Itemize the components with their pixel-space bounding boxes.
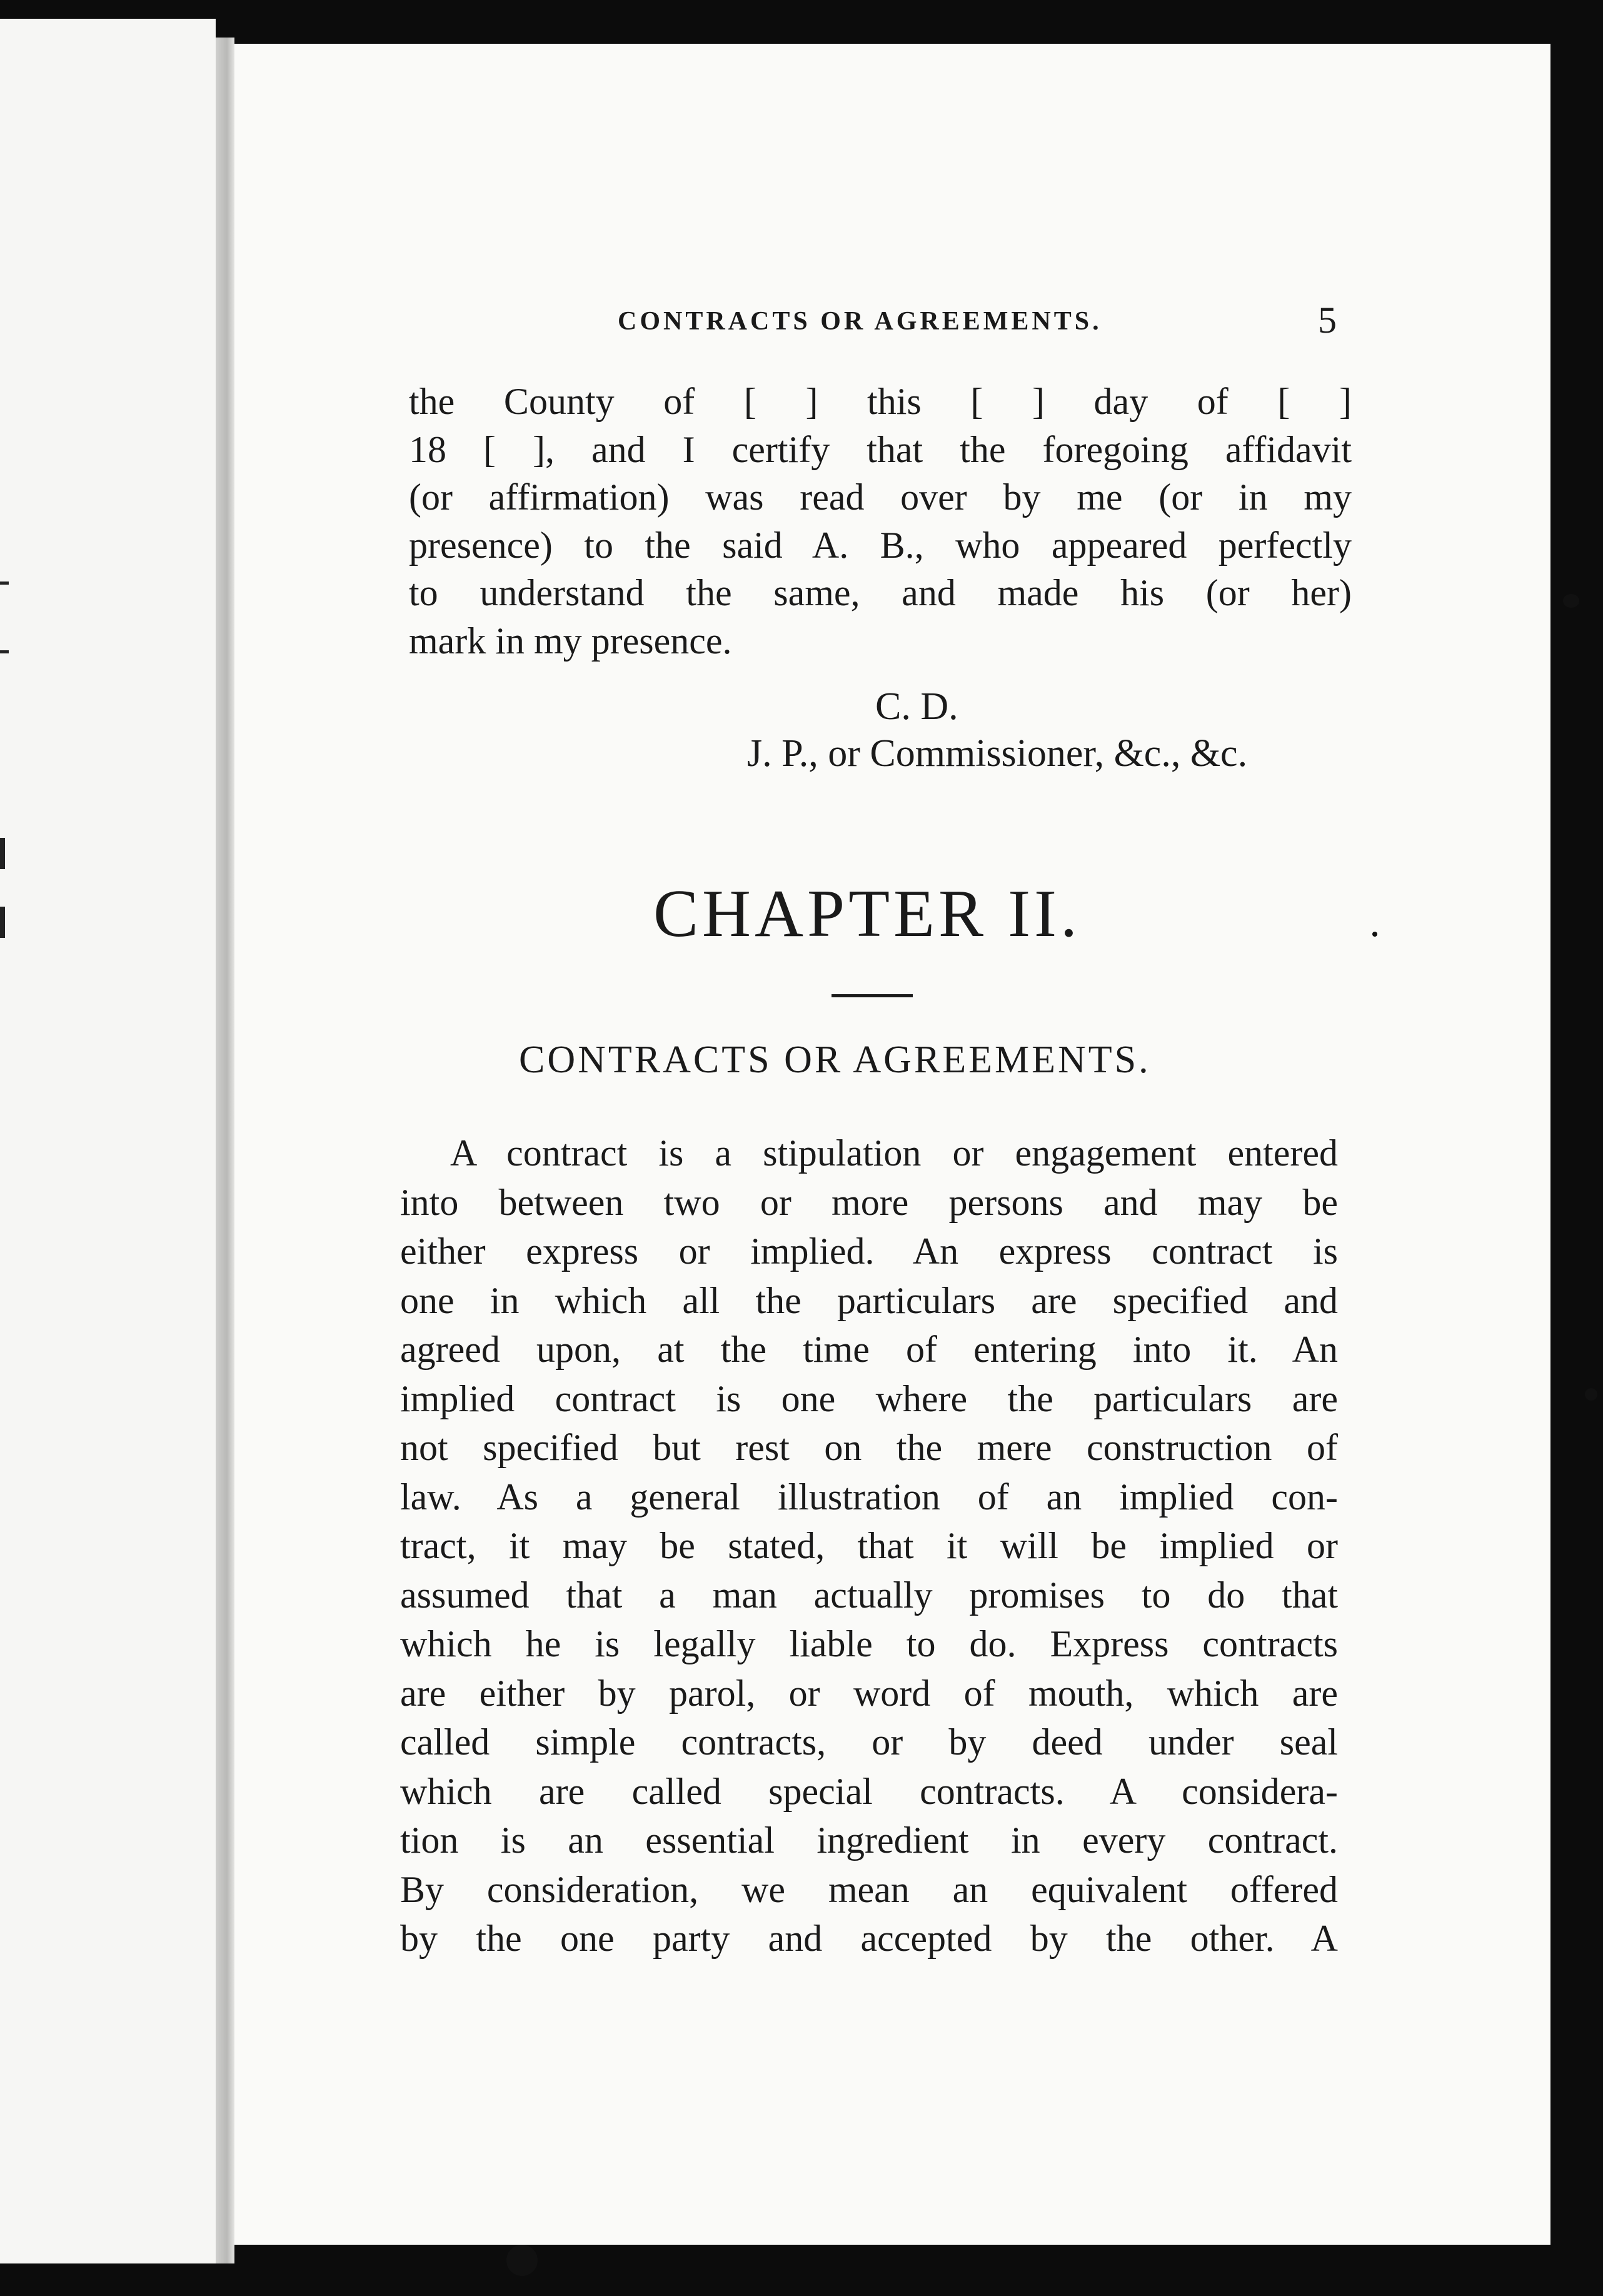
- section-heading: CONTRACTS OR AGREEMENTS.: [519, 1039, 1151, 1081]
- affidavit-line: to understand the same, and made his (or her): [409, 572, 1352, 613]
- ink-speck: [1372, 932, 1377, 937]
- margin-mark: [0, 582, 9, 585]
- page-number: 5: [1318, 300, 1337, 341]
- chapter-heading: CHAPTER II.: [653, 877, 1081, 951]
- paragraph-line: law. As a general illustration of an implied con-: [400, 1476, 1338, 1518]
- affidavit-line: the County of [ ] this [ ] day of [ ]: [409, 381, 1352, 422]
- ink-speck: [506, 2245, 538, 2276]
- ink-speck: [1585, 1388, 1597, 1401]
- paragraph-line: which are called special contracts. A considera-: [400, 1770, 1338, 1812]
- paragraph-line: assumed that a man actually promises to do that: [400, 1574, 1338, 1616]
- book-gutter: [216, 38, 234, 2263]
- paragraph-line: agreed upon, at the time of entering into it. An: [400, 1329, 1338, 1370]
- paragraph-line: are either by parol, or word of mouth, which are: [400, 1672, 1338, 1714]
- affidavit-text: [409, 378, 1352, 665]
- running-head: CONTRACTS OR AGREEMENTS.: [618, 307, 1102, 336]
- paragraph-line: which he is legally liable to do. Express contracts: [400, 1623, 1338, 1664]
- paragraph-line: tion is an essential ingredient in every contract.: [400, 1820, 1338, 1861]
- affidavit-line: (or affirmation) was read over by me (or in my: [409, 476, 1352, 518]
- affidavit-line: mark in my presence.: [409, 620, 732, 662]
- ink-speck: [1563, 594, 1579, 608]
- paragraph-line: implied contract is one where the particulars are: [400, 1377, 1338, 1419]
- chapter-paragraph: [400, 1129, 1338, 1963]
- paragraph-line: by the one party and accepted by the other. A: [400, 1918, 1338, 1959]
- paragraph-line: either express or implied. An express contract is: [400, 1231, 1338, 1272]
- margin-mark: [0, 650, 9, 653]
- margin-mark: [0, 907, 5, 938]
- paragraph-line: tract, it may be stated, that it will be implied or: [400, 1525, 1338, 1566]
- paragraph-line: A contract is a stipulation or engagement entered: [450, 1132, 1338, 1174]
- affidavit-line: 18 [ ], and I certify that the foregoing affidavit: [409, 428, 1352, 470]
- left-page-edge: [0, 19, 216, 2263]
- signature-name: C. D.: [875, 685, 958, 728]
- chapter-rule: [832, 994, 913, 997]
- paragraph-line: into between two or more persons and may be: [400, 1181, 1338, 1223]
- affidavit-line: presence) to the said A. B., who appeared perfectly: [409, 524, 1352, 566]
- signature-title: J. P., or Commissioner, &c., &c.: [747, 732, 1248, 775]
- paragraph-line: By consideration, we mean an equivalent offered: [400, 1868, 1338, 1910]
- paragraph-line: not specified but rest on the mere construction of: [400, 1427, 1338, 1468]
- paragraph-line: called simple contracts, or by deed under seal: [400, 1721, 1338, 1763]
- paragraph-line: one in which all the particulars are specified and: [400, 1279, 1338, 1321]
- margin-mark: [0, 838, 5, 869]
